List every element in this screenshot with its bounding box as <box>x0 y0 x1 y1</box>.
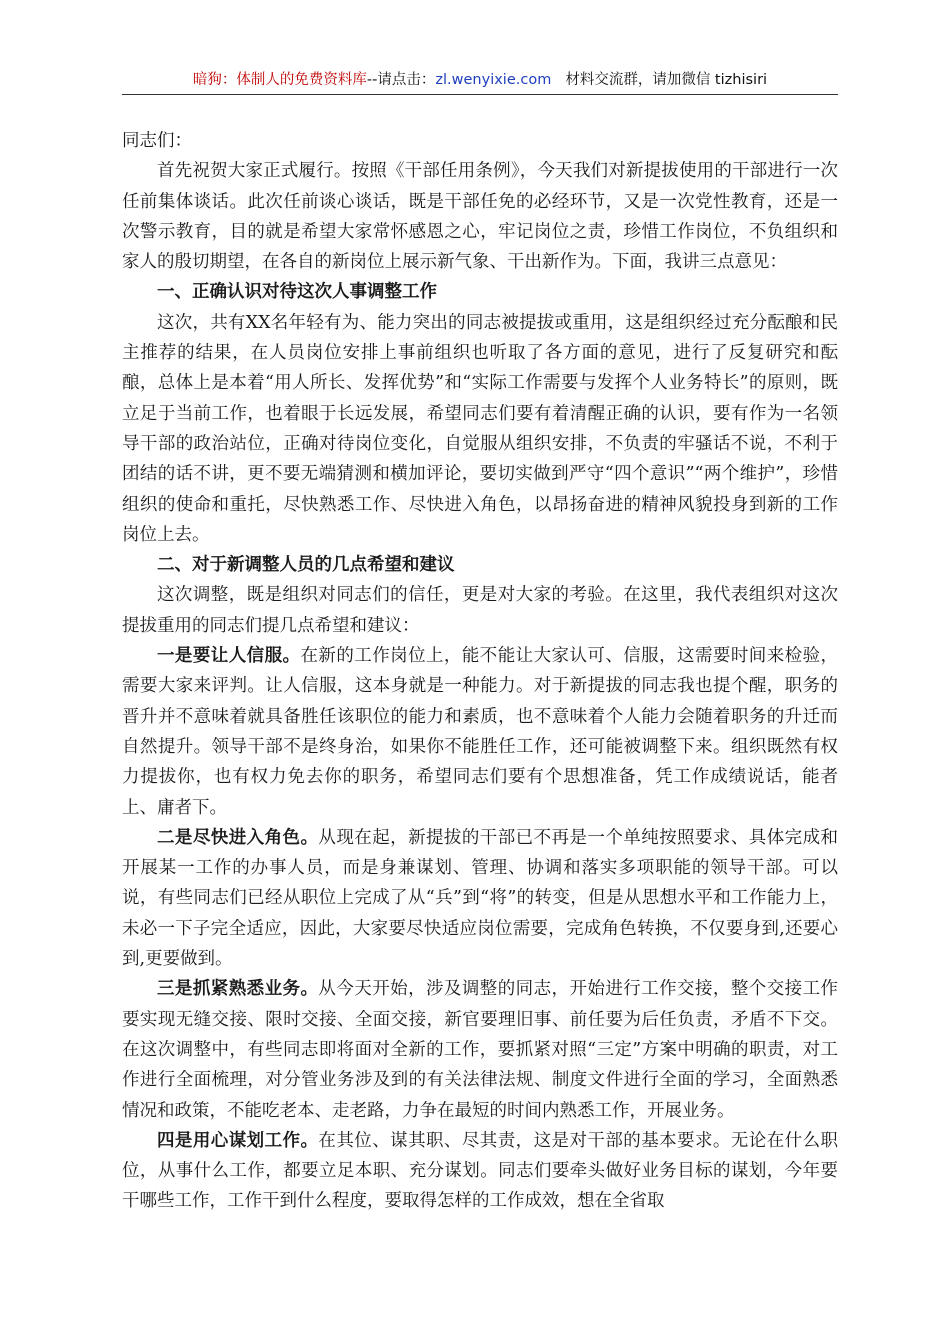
section-2-heading: 二、对于新调整人员的几点希望和建议 <box>157 555 455 576</box>
point-3-paragraph <box>122 974 838 1125</box>
point-4-lead: 四是用心谋划工作。 <box>157 1130 319 1151</box>
section-1-paragraph: 这次，共有XX名年轻有为、能力突出的同志被提拔或重用，这是组织经过充分酝酿和民主推荐的结果，在人员岗位安排上事前组织也听取了各方面的意见，进行了反复研究和酝酿，总体上是本着“用人所长、发挥优势”和“实际工作需要与发挥个人业务特长”的原则，既立足于当前工作，也着眼于长远发展，希望同志们要有着清醒正确的认识，要有作为一名领导干部的政治站位，正确对待岗位变化，自觉服从组织安排，不负责的牢骚话不说，不利于团结的话不讲，更不要无端猜测和横加评论，要切实做到严守“四个意识”“两个维护”，珍惜组织的使命和重托，尽快熟悉工作、尽快进入角色，以昂扬奋进的精神风貌投身到新的工作岗位上去。 <box>122 312 838 545</box>
header-url-link[interactable]: zl.wenyixie.com <box>435 72 552 88</box>
point-4-paragraph <box>122 1126 838 1217</box>
header-click-prompt: --请点击： <box>366 72 436 88</box>
point-3-body: 从今天开始，涉及调整的同志，开始进行工作交接，整个交接工作要实现无缝交接、限时交接、全面交接，新官要理旧事、前任要为后任负责，矛盾不下交。在这次调整中，有些同志即将面对全新的工作，要抓紧对照“三定”方案中明确的职责，对工作进行全面梳理，对分管业务涉及到的有关法律法规、制度文件进行全面的学习，全面熟悉情况和政策，不能吃老本、走老路，力争在最短的时间内熟悉工作，开展业务。 <box>122 979 839 1121</box>
document-body <box>122 126 838 1217</box>
section-1-heading: 一、正确认识对待这次人事调整工作 <box>157 282 437 303</box>
point-3-lead: 三是抓紧熟悉业务。 <box>157 979 319 1000</box>
page-header <box>122 66 838 95</box>
header-site-name: 暗狗：体制人的免费资料库 <box>192 72 367 88</box>
point-1-paragraph <box>122 641 838 823</box>
section-2-intro-paragraph: 这次调整，既是组织对同志们的信任，更是对大家的考验。在这里，我代表组织对这次提拔重用的同志们提几点希望和建议： <box>122 585 838 636</box>
point-4-body: 在其位、谋其职、尽其责，这是对干部的基本要求。无论在什么职位，从事什么工作，都要立足本职、充分谋划。同志们要牵头做好业务目标的谋划，今年要干哪些工作，工作干到什么程度，要取得怎样的工作成效，想在全省取 <box>122 1130 839 1212</box>
greeting: 同志们： <box>122 131 192 151</box>
point-1-lead: 一是要让人信服。 <box>157 646 301 667</box>
intro-paragraph: 首先祝贺大家正式履行。按照《干部任用条例》，今天我们对新提拔使用的干部进行一次任前集体谈话。此次任前谈心谈话，既是干部任免的必经环节，又是一次党性教育，还是一次警示教育，目的就是希望大家常怀感恩之心，牢记岗位之责，珍惜工作岗位，不负组织和家人的殷切期望，在各自的新岗位上展示新气象、干出新作为。下面，我讲三点意见： <box>122 161 838 273</box>
point-1-body: 在新的工作岗位上，能不能让大家认可、信服，这需要时间来检验，需要大家来评判。让人信服，这本身就是一种能力。对于新提拔的同志我也提个醒，职务的晋升并不意味着就具备胜任该职位的能力和素质，也不意味着个人能力会随着职务的升迁而自然提升。领导干部不是终身治，如果你不能胜任工作，还可能被调整下来。组织既然有权力提拔你，也有权力免去你的职务，希望同志们要有个思想准备，凭工作成绩说话，能者上、庸者下。 <box>122 646 839 818</box>
point-2-paragraph <box>122 823 838 974</box>
point-2-body: 从现在起，新提拔的干部已不再是一个单纯按照要求、具体完成和开展某一工作的办事人员，而是身兼谋划、管理、协调和落实多项职能的领导干部。可以说，有些同志们已经从职位上完成了从“兵”到“将”的转变，但是从思想水平和工作能力上，未必一下子完全适应，因此，大家要尽快适应岗位需要，完成角色转换，不仅要身到,还要心到,更要做到。 <box>122 827 839 970</box>
header-wechat-note: 材料交流群，请加微信 tizhisiri <box>565 72 768 88</box>
point-2-lead: 二是尽快进入角色。 <box>157 827 319 848</box>
